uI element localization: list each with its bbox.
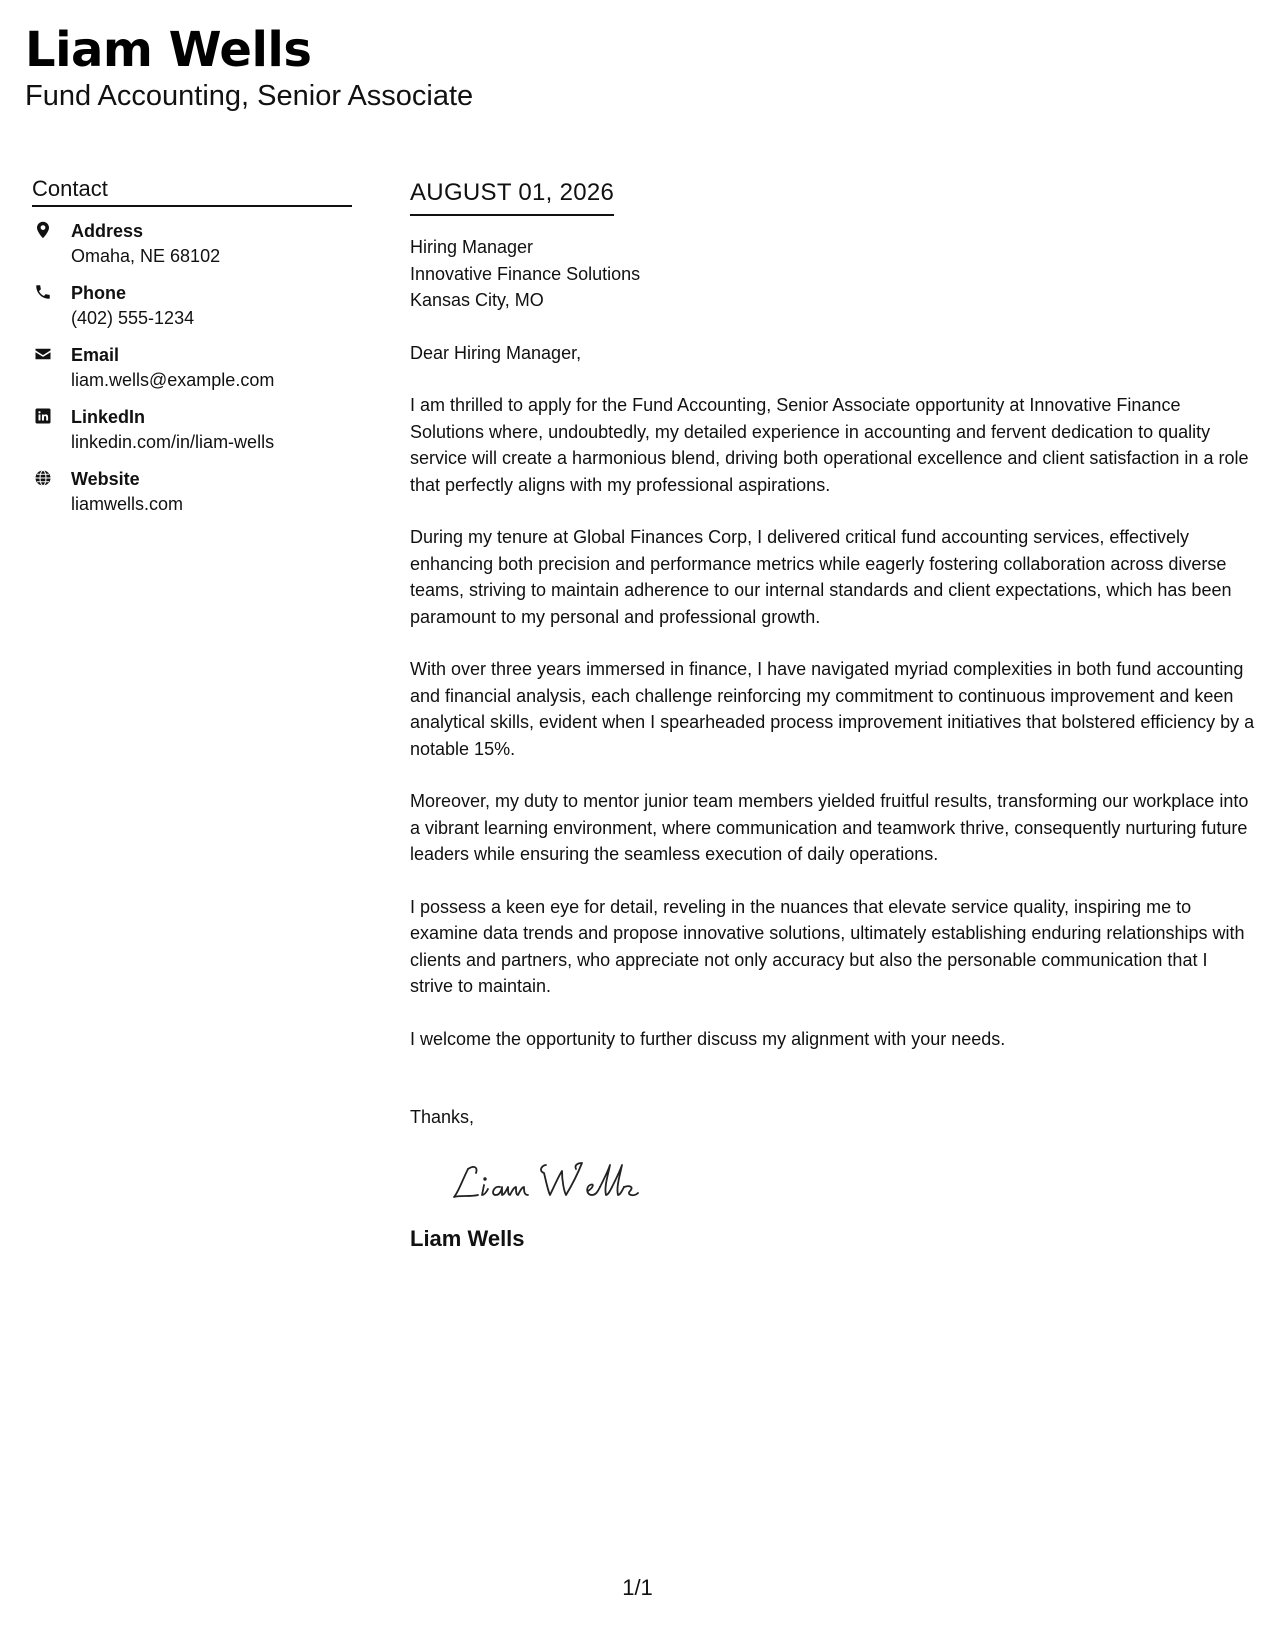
linkedin-icon	[34, 407, 52, 425]
contact-label-phone: Phone	[71, 283, 127, 303]
resume-header	[25, 20, 473, 114]
applicant-name: Liam Wells	[25, 22, 312, 78]
contact-label-linkedin: LinkedIn	[71, 407, 146, 427]
envelope-icon	[34, 345, 52, 363]
contact-item-address	[32, 219, 352, 269]
phone-icon	[34, 283, 52, 301]
contact-heading: Contact	[32, 175, 352, 207]
body-paragraph-2: During my tenure at Global Finances Corp, I delivered critical fund accounting services, effectively enhancing both precision and performance metrics while eagerly fostering collaboration across diverse teams, striving to maintain adherence to our internal standards and client expectations, which has been paramount to my personal and professional growth.	[410, 527, 1232, 627]
contact-item-website	[32, 467, 352, 517]
body-paragraph-5: I possess a keen eye for detail, reveling in the nuances that elevate service quality, inspiring me to examine data trends and propose innovative solutions, ultimately establishing enduring relationships with clients and partners, who appreciate not only accuracy but also the personable communication that I strive to maintain.	[410, 896, 1245, 996]
closing: Thanks,	[410, 1107, 475, 1127]
contact-label-website: Website	[71, 469, 140, 489]
contact-label-email: Email	[71, 345, 120, 365]
contact-item-email	[32, 343, 352, 393]
letter-date-block	[410, 178, 614, 216]
page-number: 1/1	[622, 1575, 653, 1600]
contact-value-phone: (402) 555-1234	[71, 308, 195, 328]
body-paragraph-4: Moreover, my duty to mentor junior team members yielded fruitful results, transforming our workplace into a vibrant learning environment, where communication and teamwork thrive, consequently nurturing future leaders while ensuring the seamless execution of daily operations.	[410, 791, 1249, 864]
letter-date: AUGUST 01, 2026	[410, 179, 615, 206]
signoff-name: Liam Wells	[410, 1225, 525, 1251]
recipient-location: Kansas City, MO	[410, 290, 544, 310]
body-paragraph-1: I am thrilled to apply for the Fund Accounting, Senior Associate opportunity at Innovative Finance Solutions where, undoubtedly, my detailed experience in accounting and fervent dedication to quality service will create a harmonious blend, driving both operational excellence and client satisfaction in a role that perfectly aligns with my professional aspirations.	[410, 395, 1249, 495]
contact-value-linkedin[interactable]: linkedin.com/in/liam-wells	[71, 432, 275, 452]
recipient-company: Innovative Finance Solutions	[410, 263, 641, 284]
body-paragraph-6: I welcome the opportunity to further discuss my alignment with your needs.	[410, 1028, 1006, 1049]
cover-letter-body	[410, 178, 1255, 1253]
contact-value-website[interactable]: liamwells.com	[71, 494, 184, 514]
job-title: Fund Accounting, Senior Associate	[25, 80, 474, 112]
contact-sidebar	[32, 175, 352, 529]
contact-value-email[interactable]: liam.wells@example.com	[71, 370, 275, 390]
contact-value-address: Omaha, NE 68102	[71, 246, 221, 266]
recipient-block	[410, 234, 1255, 314]
map-pin-icon	[34, 221, 52, 239]
contact-item-linkedin	[32, 405, 352, 455]
contact-label-address: Address	[71, 221, 144, 241]
body-paragraph-3: With over three years immersed in finance, I have navigated myriad complexities in both fund accounting and financial analysis, each challenge reinforcing my commitment to continuous improvement and keen analytical skills, evident when I spearheaded process improvement initiatives that bolstered efficiency by a notable 15%.	[410, 659, 1255, 759]
globe-icon	[34, 469, 52, 487]
handwritten-signature	[448, 1151, 1255, 1215]
recipient-name: Hiring Manager	[410, 237, 534, 257]
contact-item-phone	[32, 281, 352, 331]
salutation: Dear Hiring Manager,	[410, 342, 582, 363]
